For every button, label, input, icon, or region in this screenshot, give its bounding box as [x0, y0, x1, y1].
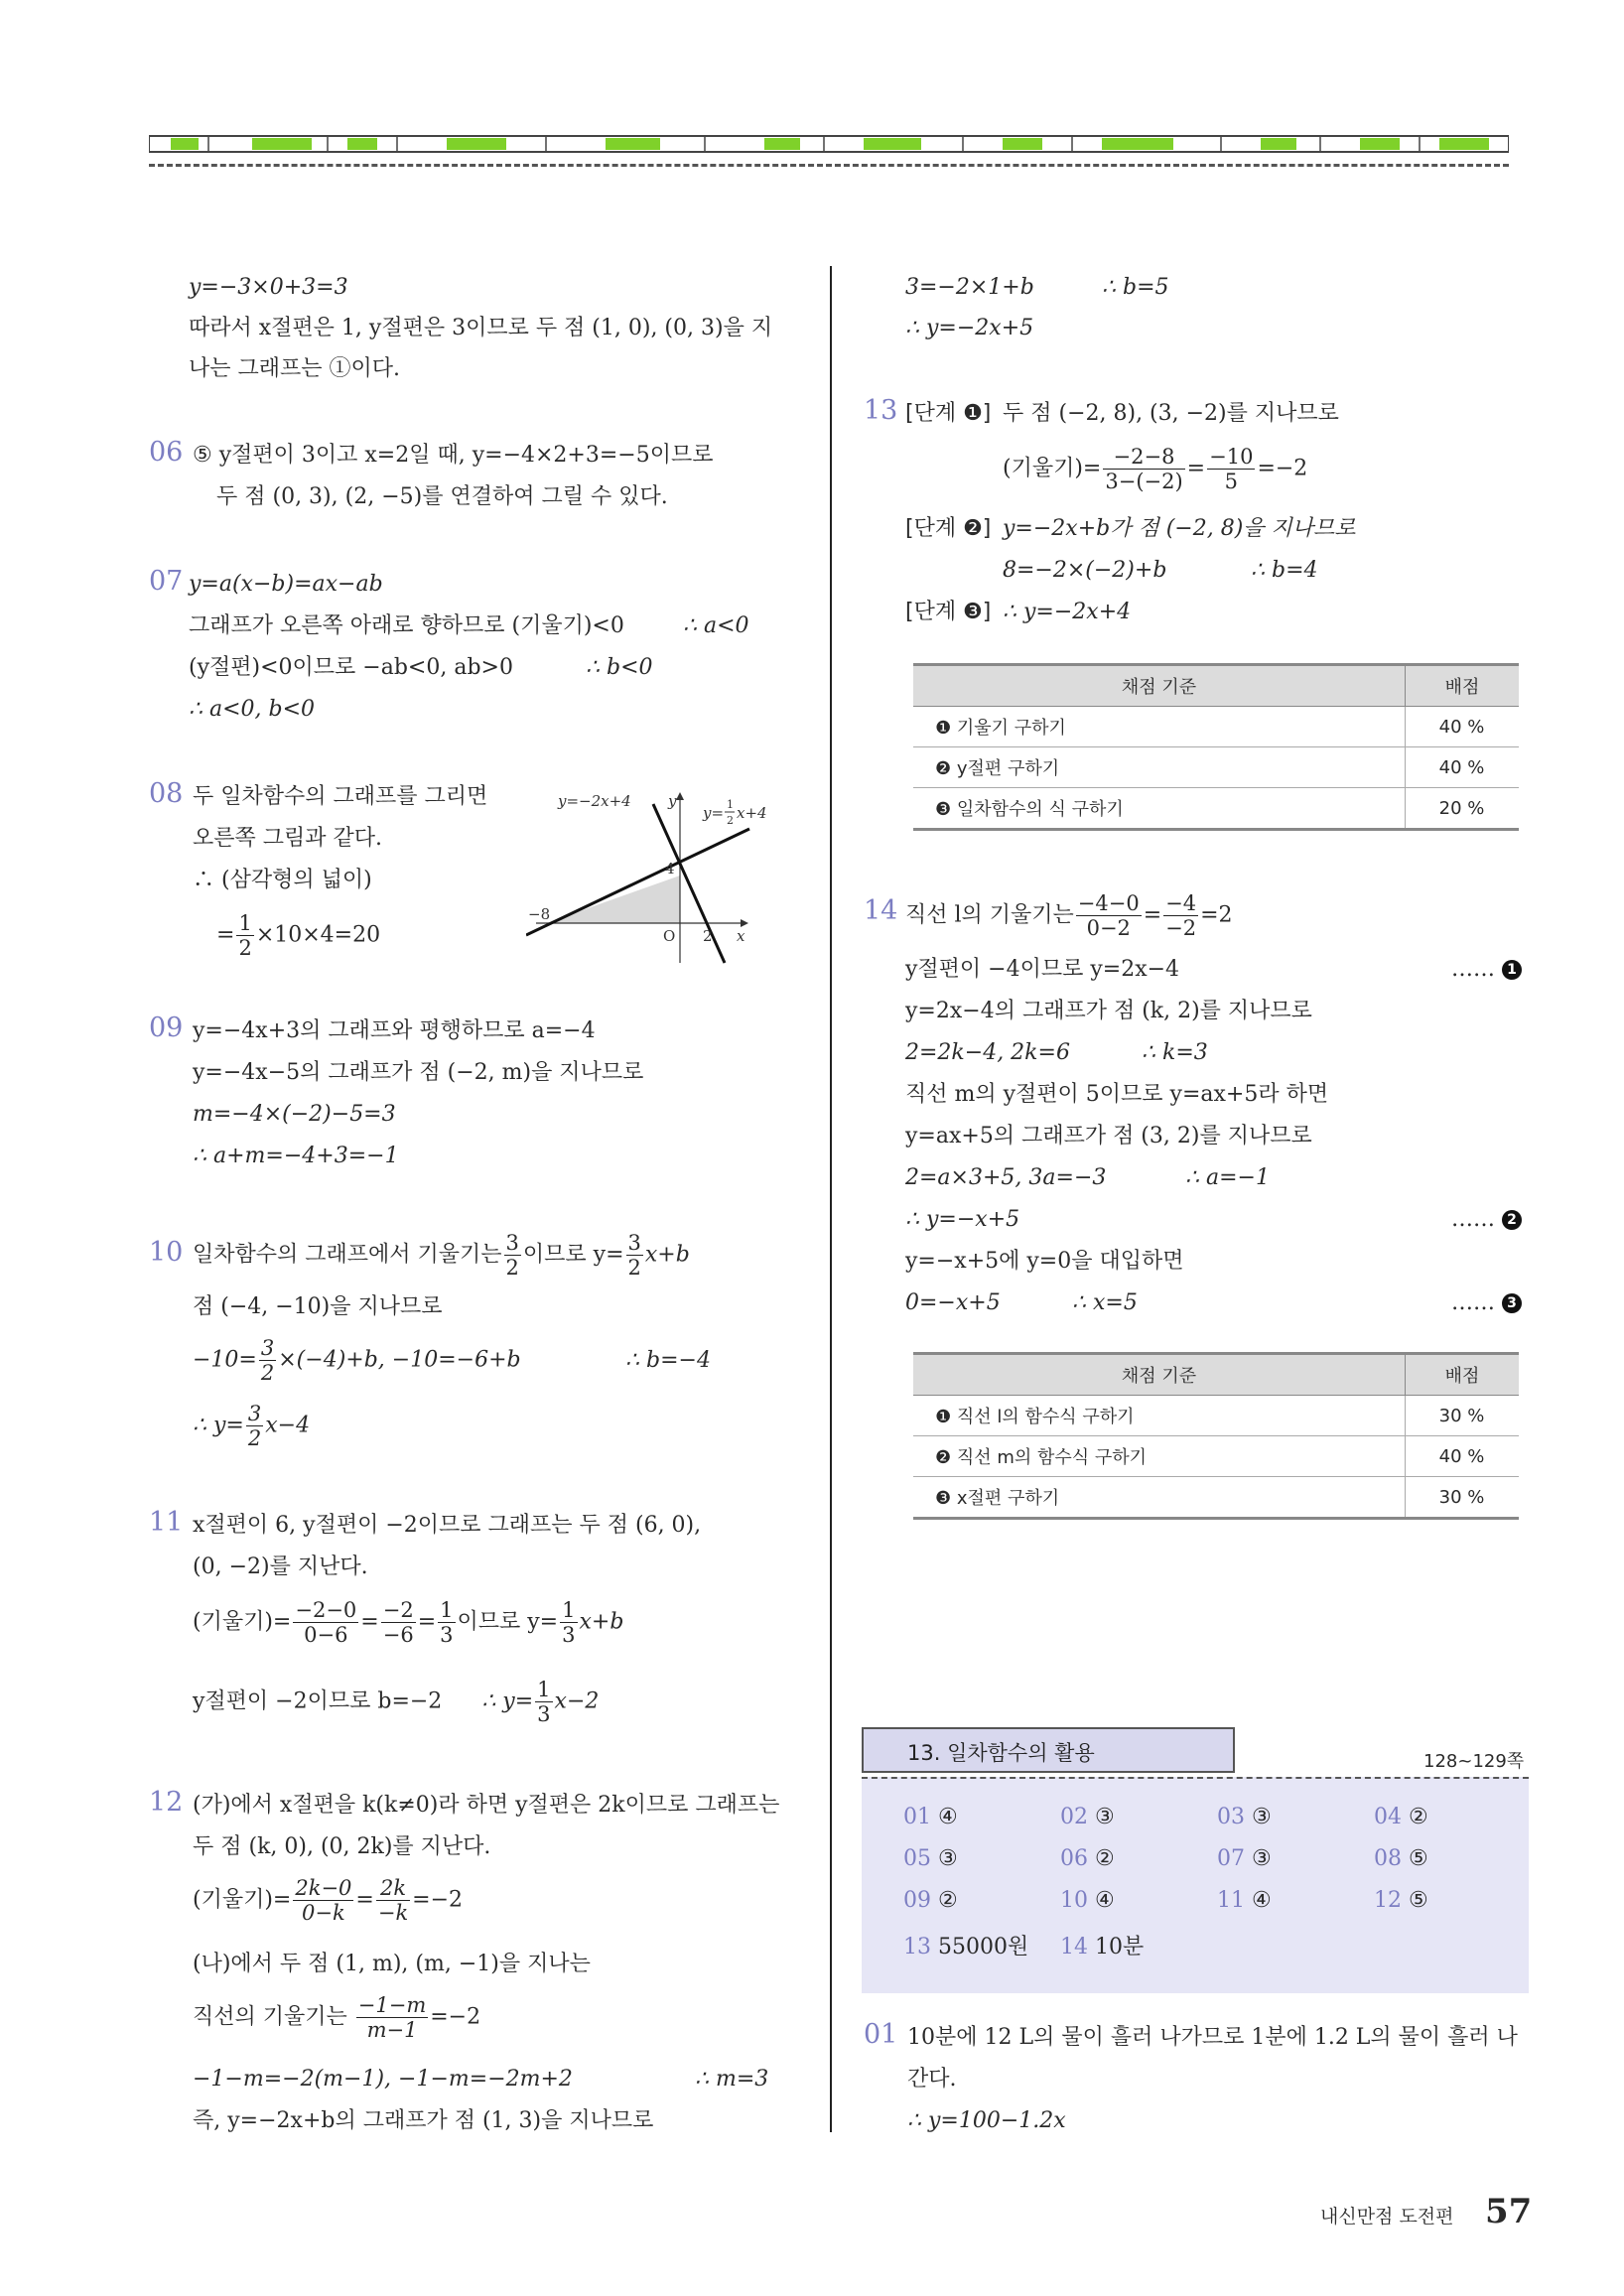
- marker: [1451, 1288, 1522, 1318]
- scoring-table: [913, 1352, 1519, 1520]
- text-line: ∴ a<0, b<0: [189, 697, 316, 722]
- graph-label: y=−2x+4: [558, 792, 631, 810]
- text-line: y=−x+5에 y=0을 대입하면: [905, 1249, 1184, 1274]
- text: =: [1143, 902, 1162, 928]
- text: (기울기)=: [193, 1609, 292, 1635]
- answer-item: [1060, 1888, 1115, 1913]
- table-cell: 30 %: [1406, 1477, 1520, 1519]
- denominator: −6: [382, 1623, 414, 1647]
- fraction: [246, 1402, 263, 1450]
- denominator: 3−(−2): [1105, 470, 1183, 493]
- page-range: 128~129쪽: [1423, 1751, 1525, 1772]
- numerator: 1: [562, 1598, 576, 1622]
- text-line: m=−4×(−2)−5=3: [193, 1102, 396, 1127]
- fraction: [293, 1598, 358, 1647]
- answer-item: [903, 1930, 1028, 1960]
- answer-box: [862, 1777, 1529, 1993]
- answer-num: 08: [1374, 1846, 1402, 1871]
- marker-1-icon: 1: [1502, 960, 1522, 980]
- fraction: [1207, 445, 1255, 493]
- answer-item: [1060, 1805, 1115, 1829]
- text-line: 두 일차함수의 그래프를 그리면: [193, 784, 488, 809]
- denominator: −2: [1165, 916, 1197, 940]
- text: −10=: [193, 1347, 257, 1373]
- text-line: [193, 1598, 623, 1647]
- numerator: −4−0: [1077, 891, 1140, 915]
- section-title-text: 13. 일차함수의 활용: [907, 1741, 1095, 1765]
- text: ×(−4)+b, −10=−6+b: [278, 1347, 521, 1373]
- text-line: ⑤ y절편이 3이고 x=2일 때, y=−4×2+3=−5이므로: [193, 443, 714, 468]
- text-line: 그래프가 오른쪽 아래로 향하므로 (기울기)<0: [189, 613, 624, 638]
- numerator: −10: [1209, 445, 1254, 469]
- answer-val: ②: [1095, 1846, 1115, 1871]
- fraction: [1163, 891, 1198, 940]
- denominator: 0−6: [293, 1622, 358, 1647]
- text-line: y=−4x−5의 그래프가 점 (−2, m)을 지나므로: [193, 1060, 644, 1085]
- fraction: [381, 1598, 416, 1647]
- numerator: 1: [440, 1598, 454, 1622]
- denominator: 5: [1207, 469, 1255, 493]
- text: 이므로 y=: [457, 1609, 559, 1635]
- fraction: [626, 1231, 643, 1280]
- text-line: y=−2x+b가 점 (−2, 8)을 지나므로: [1003, 516, 1356, 541]
- answer-val: ②: [1409, 1805, 1428, 1829]
- text: =−2: [430, 2004, 481, 2030]
- answer-val: ⑤: [1409, 1888, 1428, 1913]
- numerator: 3: [260, 1336, 275, 1360]
- numerator: −1−m: [357, 1993, 427, 2017]
- table-cell: ❶ 기울기 구하기: [913, 707, 1406, 747]
- answer-val: ②: [938, 1888, 958, 1913]
- text: 직선의 기울기는: [193, 2004, 347, 2030]
- step-label: [단계 ❷]: [905, 516, 992, 541]
- text-line: (가)에서 x절편을 k(k≠0)라 하면 y절편은 2k이므로 그래프는: [193, 1793, 780, 1818]
- answer-val: ④: [1095, 1888, 1115, 1913]
- text-line: ∴ y=−x+5: [905, 1207, 1020, 1232]
- numerator: 2k−0: [295, 1876, 352, 1900]
- table-row: [913, 707, 1519, 747]
- answer-item: [1217, 1888, 1272, 1913]
- fraction: [1103, 445, 1184, 493]
- text-line: ∴ y=−2x+5: [905, 316, 1034, 340]
- header-dashed-rule: [149, 164, 1509, 167]
- text-line: x절편이 6, y절편이 −2이므로 그래프는 두 점 (6, 0),: [193, 1513, 702, 1538]
- header-band: [149, 135, 1509, 153]
- text-line: (y절편)<0이므로 −ab<0, ab>0: [189, 655, 513, 680]
- answer-num: 04: [1374, 1805, 1402, 1829]
- text-line: ∴ y=−2x+4: [1003, 600, 1132, 624]
- denominator: 2: [260, 1361, 275, 1385]
- fraction: [438, 1598, 455, 1647]
- text-line: y=ax+5의 그래프가 점 (3, 2)를 지나므로: [905, 1124, 1312, 1148]
- numerator: 1: [238, 911, 252, 935]
- answer-item: [1374, 1805, 1428, 1829]
- numerator: 2k: [379, 1876, 407, 1900]
- answer-dashed-rule: [862, 1777, 1529, 1779]
- text: y절편이 −2이므로 b=−2: [193, 1688, 443, 1714]
- text: =: [216, 922, 235, 948]
- denominator: 2: [627, 1256, 641, 1280]
- text: (기울기)=: [193, 1887, 292, 1913]
- table-header: 배점: [1406, 665, 1520, 707]
- book-title: 내신만점 도전편: [1320, 2206, 1454, 2228]
- numerator: −2−0: [295, 1598, 357, 1622]
- answer-item: [1217, 1846, 1272, 1871]
- answer-val: ③: [1252, 1846, 1272, 1871]
- text-line: 10분에 12 L의 물이 흘러 나가므로 1분에 1.2 L의 물이 흘러 나: [907, 2025, 1518, 2050]
- page-number: 57: [1485, 2192, 1533, 2231]
- answer-num: 02: [1060, 1805, 1088, 1829]
- numerator: −4: [1165, 891, 1197, 915]
- numerator: −2−8: [1113, 445, 1175, 469]
- table-header: 채점 기준: [913, 665, 1406, 707]
- answer-item: [903, 1846, 958, 1871]
- marker-2-icon: 2: [1502, 1210, 1522, 1230]
- graph-label: 4: [665, 860, 675, 878]
- denominator: 2: [505, 1256, 519, 1280]
- denominator: 3: [562, 1623, 576, 1647]
- text: x−2: [554, 1688, 600, 1714]
- answer-num: 07: [1217, 1846, 1245, 1871]
- denominator: 0−k: [293, 1900, 353, 1925]
- graph-label: 1: [727, 798, 734, 811]
- text-line: [216, 911, 380, 960]
- text-line: (나)에서 두 점 (1, m), (m, −1)을 지나는: [193, 1952, 591, 1976]
- text: x+b: [579, 1609, 624, 1635]
- table-cell: 40 %: [1406, 707, 1520, 747]
- fraction: [1076, 891, 1142, 940]
- text-line: 즉, y=−2x+b의 그래프가 점 (1, 3)을 지나므로: [193, 2108, 654, 2133]
- table-row: [913, 1477, 1519, 1519]
- answer-num: 13: [903, 1935, 931, 1959]
- text-line: 오른쪽 그림과 같다.: [193, 826, 382, 851]
- denominator: 2: [247, 1426, 262, 1450]
- answer-val: ④: [938, 1805, 958, 1829]
- answer-item: [1374, 1888, 1428, 1913]
- text-line: [193, 1336, 521, 1385]
- text-line: ∴ b=−4: [625, 1348, 711, 1373]
- y-arrow: [676, 792, 684, 800]
- text-line: y=a(x−b)=ax−ab: [189, 572, 383, 597]
- numerator: 3: [627, 1231, 641, 1255]
- text-line: ∴ m=3: [695, 2067, 769, 2092]
- problem-number: 12: [149, 1787, 184, 1818]
- fraction: [560, 1598, 577, 1647]
- table-header: 배점: [1406, 1354, 1520, 1396]
- text-line: ∴ b<0: [586, 655, 653, 680]
- denominator: m−1: [356, 2017, 428, 2042]
- text-line: 점 (−4, −10)을 지나므로: [193, 1294, 443, 1319]
- numerator: 3: [505, 1231, 519, 1255]
- answer-val: ④: [1252, 1888, 1272, 1913]
- answer-item: [903, 1888, 958, 1913]
- text-line: 따라서 x절편은 1, y절편은 3이므로 두 점 (1, 0), (0, 3)을 지: [189, 316, 773, 340]
- text-line: y=−4x+3의 그래프와 평행하므로 a=−4: [193, 1018, 596, 1043]
- table-cell: ❷ 직선 m의 함수식 구하기: [913, 1436, 1406, 1477]
- text-line: 0=−x+5: [905, 1290, 1001, 1315]
- marker-3-icon: 3: [1502, 1293, 1522, 1313]
- text: ×10×4=20: [255, 922, 381, 948]
- text-line: 8=−2×(−2)+b: [1003, 558, 1167, 583]
- graph-label: 2: [703, 927, 713, 945]
- text: (기울기)=: [1003, 456, 1102, 481]
- table-row: [913, 1436, 1519, 1477]
- text-line: 나는 그래프는 ①이다.: [189, 356, 400, 381]
- marker: [1451, 1205, 1522, 1235]
- text-line: [1003, 445, 1307, 493]
- table-row: [913, 747, 1519, 788]
- fraction: [535, 1678, 552, 1726]
- answer-val: 55000원: [938, 1935, 1029, 1959]
- fraction: [259, 1336, 276, 1385]
- answer-item: [903, 1805, 958, 1829]
- text-line: [193, 1678, 599, 1726]
- text-line: ∴ a<0: [683, 613, 749, 638]
- text: =: [1186, 456, 1206, 481]
- answer-num: 14: [1060, 1935, 1088, 1959]
- table-cell: 20 %: [1406, 788, 1520, 830]
- text-line: y=2x−4의 그래프가 점 (k, 2)를 지나므로: [905, 999, 1312, 1023]
- denominator: 2: [238, 936, 252, 960]
- problem-number: 08: [149, 778, 184, 809]
- fraction: [356, 1993, 428, 2042]
- text-line: ∴ y=100−1.2x: [907, 2108, 1066, 2133]
- problem-number: 14: [864, 895, 898, 926]
- problem-number: 01: [864, 2019, 898, 2050]
- fraction: [376, 1876, 410, 1925]
- text: =: [360, 1609, 379, 1635]
- graph-label: y=: [703, 804, 725, 822]
- dots: ……: [1451, 1207, 1495, 1232]
- problem-number: 07: [149, 566, 184, 597]
- fraction: [504, 1231, 521, 1280]
- text: =−2: [412, 1887, 464, 1913]
- text-line: 직선 m의 y절편이 5이므로 y=ax+5라 하면: [905, 1082, 1329, 1107]
- text: =−2: [1257, 456, 1308, 481]
- answer-num: 06: [1060, 1846, 1088, 1871]
- text: =2: [1200, 902, 1233, 928]
- answer-num: 01: [903, 1805, 931, 1829]
- text: ∴ y=: [481, 1688, 534, 1714]
- graph-figure: [526, 784, 804, 968]
- text: 이므로 y=: [522, 1242, 624, 1268]
- text-line: [193, 1876, 463, 1925]
- marker: [1451, 955, 1522, 985]
- text: =: [355, 1887, 374, 1913]
- text-line: 두 점 (−2, 8), (3, −2)를 지나므로: [1003, 401, 1339, 426]
- answer-num: 10: [1060, 1888, 1088, 1913]
- text-line: ∴ a+m=−4+3=−1: [193, 1144, 399, 1168]
- denominator: 3: [440, 1623, 454, 1647]
- text-line: 3=−2×1+b: [905, 275, 1034, 300]
- numerator: 3: [247, 1402, 262, 1425]
- text-line: y절편이 −4이므로 y=2x−4: [905, 957, 1180, 982]
- answer-num: 12: [1374, 1888, 1402, 1913]
- table-row: [913, 788, 1519, 830]
- denominator: −k: [377, 1901, 409, 1925]
- text-line: 두 점 (k, 0), (0, 2k)를 지난다.: [193, 1834, 491, 1859]
- column-divider: [830, 266, 832, 2132]
- problem-number: 11: [149, 1507, 184, 1538]
- text-line: ∴ b=5: [1102, 275, 1169, 300]
- answer-item: [1374, 1846, 1428, 1871]
- answer-val: ⑤: [1409, 1846, 1428, 1871]
- text: x−4: [265, 1413, 311, 1438]
- answer-num: 05: [903, 1846, 931, 1871]
- step-label: [단계 ❸]: [905, 600, 992, 624]
- x-arrow: [741, 919, 748, 927]
- text-line: −1−m=−2(m−1), −1−m=−2m+2: [193, 2067, 573, 2092]
- text: ∴ y=: [193, 1413, 244, 1438]
- denominator: 3: [537, 1702, 551, 1726]
- table-cell: ❸ 일차함수의 식 구하기: [913, 788, 1406, 830]
- fraction: [236, 911, 253, 960]
- text-line: y=−3×0+3=3: [189, 275, 348, 300]
- text-line: [193, 1231, 690, 1280]
- text-line: ∴ x=5: [1072, 1290, 1138, 1315]
- answer-num: 11: [1217, 1888, 1245, 1913]
- graph-label: −8: [528, 905, 551, 923]
- text: x+b: [644, 1242, 690, 1268]
- text-line: 2=a×3+5, 3a=−3: [905, 1165, 1107, 1190]
- text-line: [905, 891, 1233, 940]
- answer-item: [1060, 1846, 1115, 1871]
- problem-number: 09: [149, 1013, 184, 1043]
- problem-number: 13: [864, 395, 898, 426]
- table-cell: ❷ y절편 구하기: [913, 747, 1406, 788]
- text-line: 2=2k−4, 2k=6: [905, 1040, 1070, 1065]
- text: 일차함수의 그래프에서 기울기는: [193, 1242, 502, 1268]
- answer-item: [1060, 1930, 1144, 1960]
- numerator: 1: [537, 1678, 551, 1701]
- problem-number: 10: [149, 1237, 184, 1268]
- table-cell: ❶ 직선 l의 함수식 구하기: [913, 1396, 1406, 1436]
- text: 직선 l의 기울기는: [905, 902, 1074, 928]
- text-line: ∴ a=−1: [1185, 1165, 1270, 1190]
- problem-number: 06: [149, 437, 184, 468]
- table-cell: ❸ x절편 구하기: [913, 1477, 1406, 1519]
- table-cell: 40 %: [1406, 747, 1520, 788]
- table-cell: 30 %: [1406, 1396, 1520, 1436]
- scoring-table: [913, 663, 1519, 831]
- table-row: [913, 1396, 1519, 1436]
- text: =: [417, 1609, 437, 1635]
- text-line: [193, 1993, 480, 2042]
- answer-num: 09: [903, 1888, 931, 1913]
- text-line: [193, 1402, 310, 1450]
- fraction: [293, 1876, 353, 1925]
- answer-val: ③: [1252, 1805, 1272, 1829]
- dots: ……: [1451, 957, 1495, 982]
- text-line: ∴ (삼각형의 넓이): [193, 868, 372, 892]
- text-line: ∴ k=3: [1142, 1040, 1208, 1065]
- text-line: (0, −2)를 지난다.: [193, 1554, 368, 1579]
- answer-val: ③: [938, 1846, 958, 1871]
- answer-val: ③: [1095, 1805, 1115, 1829]
- graph-label: O: [663, 927, 676, 945]
- graph-label: 2: [727, 814, 734, 827]
- graph-label: x: [737, 927, 745, 945]
- numerator: −2: [382, 1598, 414, 1622]
- graph-label: x+4: [737, 804, 767, 822]
- graph-label: y: [668, 792, 677, 810]
- dots: ……: [1451, 1290, 1495, 1315]
- table-cell: 40 %: [1406, 1436, 1520, 1477]
- answer-num: 03: [1217, 1805, 1245, 1829]
- text-line: ∴ b=4: [1251, 558, 1318, 583]
- answer-section-title: [862, 1727, 1235, 1773]
- table-header: 채점 기준: [913, 1354, 1406, 1396]
- answer-item: [1217, 1805, 1272, 1829]
- text-line: 두 점 (0, 3), (2, −5)를 연결하여 그릴 수 있다.: [216, 484, 668, 509]
- answer-val: 10분: [1095, 1935, 1145, 1959]
- text-line: 간다.: [907, 2067, 957, 2092]
- denominator: 0−2: [1076, 915, 1142, 940]
- step-label: [단계 ❶]: [905, 401, 992, 426]
